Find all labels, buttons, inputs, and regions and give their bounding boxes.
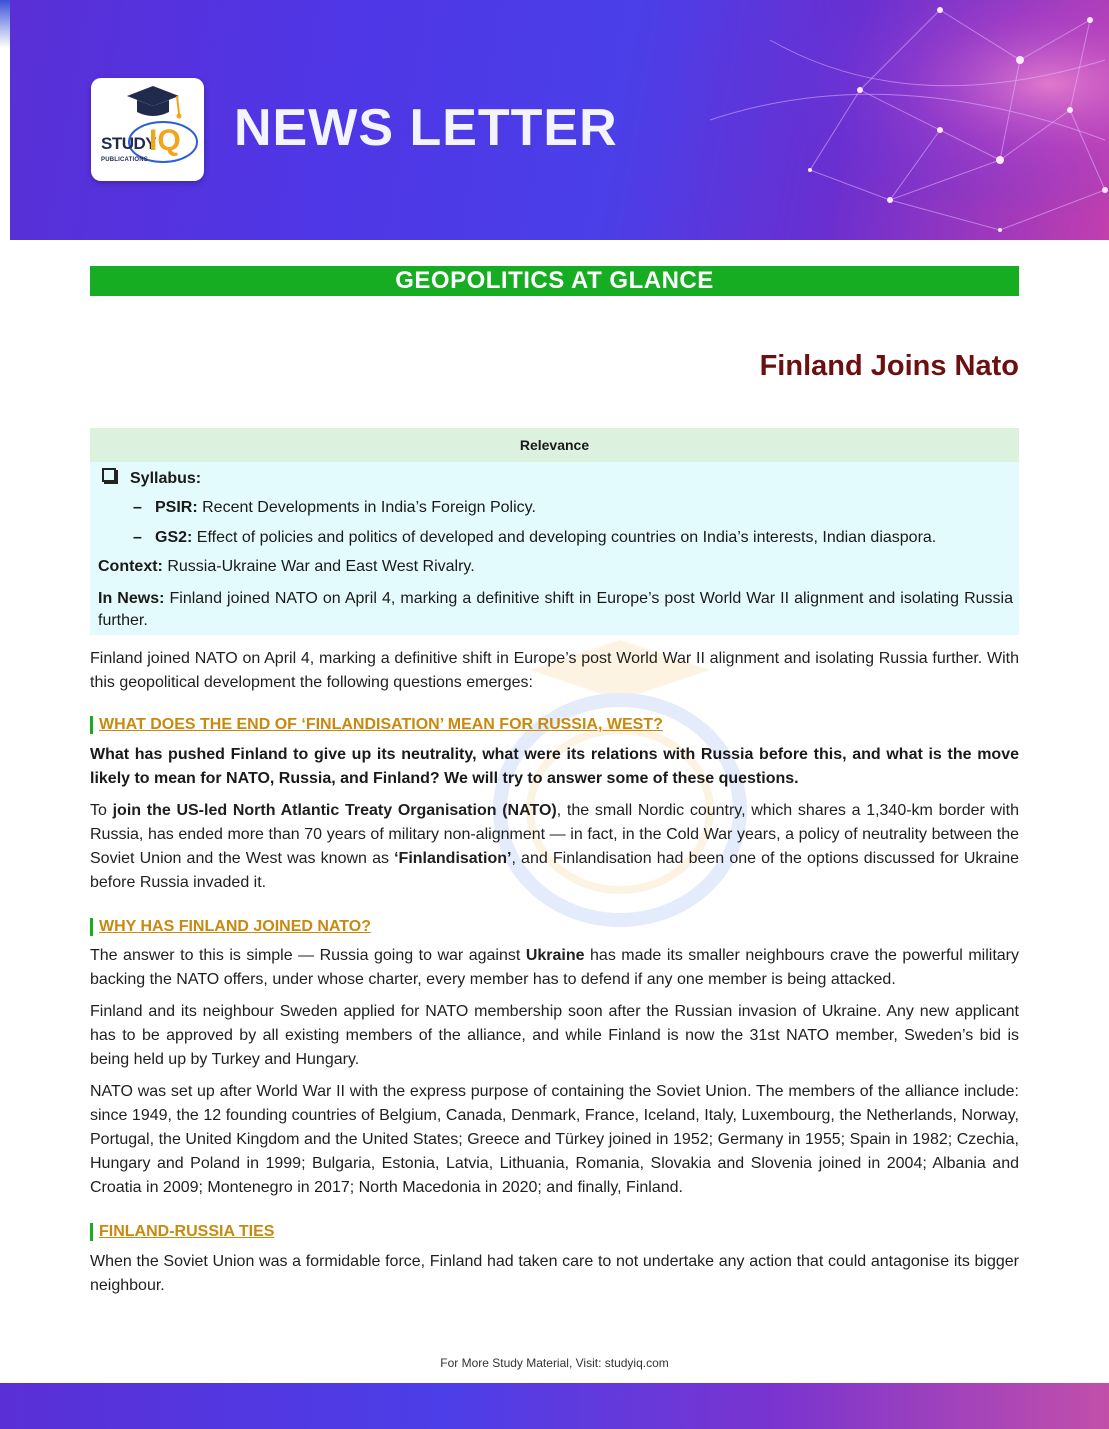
text-run: The answer to this is simple — Russia going to war against <box>90 947 526 964</box>
in-news-label: In News: <box>98 590 165 607</box>
syllabus-psir <box>133 497 536 519</box>
bold-run: ‘Finlandisation’ <box>394 850 512 867</box>
bold-run: join the US-led North Atlantic Treaty Organisation (NATO) <box>112 802 557 819</box>
logo-publications-text: PUBLICATIONS <box>101 157 148 163</box>
psir-text: Recent Developments in India’s Foreign Policy. <box>197 499 536 516</box>
logo-iq-text: IQ <box>149 124 181 157</box>
syllabus-label: Syllabus: <box>130 470 202 487</box>
footer-text: For More Study Material, Visit: studyiq.com <box>440 1356 669 1370</box>
paragraph-nato-join <box>90 799 1019 895</box>
article-title: Finland Joins Nato <box>759 350 1019 382</box>
logo-study-text: STUDY <box>101 134 157 153</box>
syllabus-gs2 <box>133 527 936 549</box>
section-heading-why-joined: WHY HAS FINLAND JOINED NATO? <box>90 918 371 936</box>
banner-edge <box>0 0 10 48</box>
footer-bar <box>0 1383 1109 1429</box>
paragraph-sweden: Finland and its neighbour Sweden applied for NATO membership soon after the Russian invasion of Ukraine. Any new applicant has to be approved by all existing members of the alliance, and while Finland is now the 31st NATO member, Sweden’s bid is being held up by Turkey and Hungary. <box>90 1003 1019 1068</box>
lead-paragraph: What has pushed Finland to give up its neutrality, what were its relations with Russia before this, and what is the move likely to mean for NATO, Russia, and Finland? We will try to answer some of these questions. <box>90 746 1019 787</box>
context-line <box>98 556 475 578</box>
checkbox-bullet-icon <box>102 468 116 482</box>
dash-bullet-icon: – <box>133 529 142 546</box>
relevance-box <box>90 428 1019 635</box>
text-run: has made its smaller neighbours crave the powerful military backing the NATO offers, under whose charter, every member has to defend if any one member is being attacked. <box>90 947 1019 988</box>
intro-paragraph: Finland joined NATO on April 4, marking a definitive shift in Europe’s post World War II alignment and isolating Russia further. With this geopolitical development the following questions emerges: <box>90 650 1019 691</box>
section-heading-ties: FINLAND-RUSSIA TIES <box>90 1223 274 1241</box>
study-iq-logo <box>91 78 204 181</box>
gs2-text: Effect of policies and politics of developed and developing countries on India’s interests, Indian diaspora. <box>192 529 937 546</box>
syllabus-item <box>102 468 201 490</box>
text-run: , and Finlandisation had been one of the options discussed for Ukraine before Russia invaded it. <box>90 850 1019 891</box>
section-heading-finlandisation: WHAT DOES THE END OF ‘FINLANDISATION’ MEAN FOR RUSSIA, WEST? <box>90 716 663 734</box>
paragraph-answer <box>90 944 1019 992</box>
context-text: Russia-Ukraine War and East West Rivalry. <box>162 558 475 575</box>
gs2-label: GS2: <box>155 529 193 546</box>
dash-bullet-icon: – <box>133 499 142 516</box>
psir-label: PSIR: <box>155 499 198 516</box>
bold-run: Ukraine <box>525 947 585 964</box>
text-run: To <box>90 802 113 819</box>
graduation-cap-icon <box>91 78 204 181</box>
in-news-line <box>98 588 1013 632</box>
in-news-text: Finland joined NATO on April 4, marking a definitive shift in Europe’s post World War II alignment and isolating Russia further. <box>98 590 1013 629</box>
text-run: , the small Nordic country, which shares a 1,340-km border with Russia, has ended more than 70 years of military non-alignment — in fact, in the Cold War years, a policy of neutrality between the Soviet Union and the West was known as <box>90 802 1020 867</box>
newsletter-title: NEWS LETTER <box>234 99 618 157</box>
paragraph-nato-members: NATO was set up after World War II with the express purpose of containing the Soviet Union. The members of the alliance include: since 1949, the 12 founding countries of Belgium, Canada, Denmark, France, Iceland, Italy, Luxembourg, the Netherlands, Norway, Portugal, the United Kingdom and the United States; Greece and Türkey joined in 1952; Germany in 1955; Spain in 1982; Czechia, Hungary and Poland in 1999; Bulgaria, Estonia, Latvia, Lithuania, Romania, Slovakia and Slovenia joined in 2004; Albania and Croatia in 2009; Montenegro in 2017; North Macedonia in 2020; and finally, Finland. <box>90 1083 1019 1196</box>
paragraph-ties: When the Soviet Union was a formidable force, Finland had taken care to not undertake any action that could antagonise its bigger neighbour. <box>90 1253 1019 1294</box>
context-label: Context: <box>98 558 163 575</box>
section-label: GEOPOLITICS AT GLANCE <box>90 266 1019 296</box>
relevance-heading: Relevance <box>90 428 1019 462</box>
